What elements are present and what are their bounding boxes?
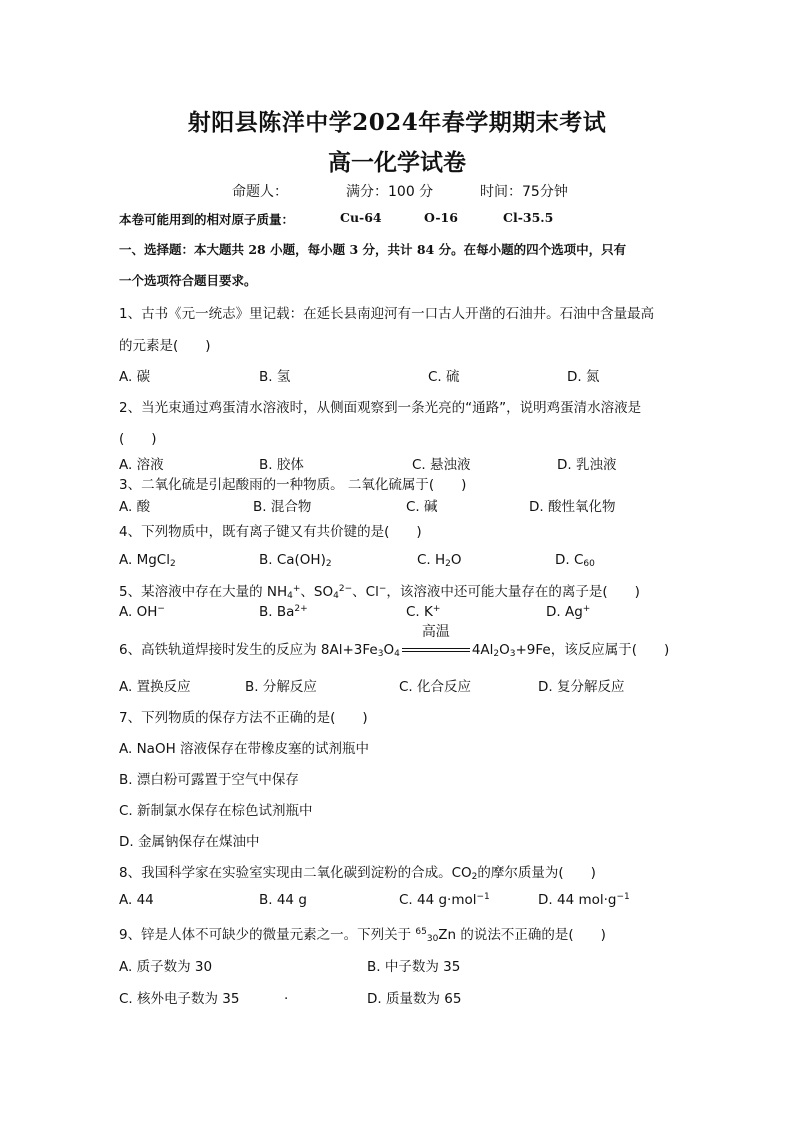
question-7-option-c: C. 新制氯水保存在棕色试剂瓶中 [119,803,313,819]
question-6-option-b: B. 分解反应 [245,679,317,695]
option-b-text: B. Ba [259,604,295,620]
question-1-option-a: A. 碳 [119,369,151,385]
question-5-option-c [406,604,440,620]
question-2-stem: 2、当光束通过鸡蛋清水溶液时，从侧面观察到一条光亮的“通路”，说明鸡蛋清水溶液是 [119,400,642,416]
option-a-text: A. OH [119,604,158,620]
superscript: + [292,584,301,594]
question-8-stem [119,861,596,882]
question-6-option-c: C. 化合反应 [399,679,472,695]
superscript: −1 [476,892,490,902]
question-7-option-b: B. 漂白粉可露置于空气中保存 [119,772,299,788]
exam-title: 射阳县陈洋中学2024年春学期期末考试 [187,109,607,136]
section-heading-cont: 一个选项符合题目要求。 [119,273,257,288]
stem-part: O [383,642,395,658]
question-6-option-a: A. 置换反应 [119,679,191,695]
question-3-option-d: D. 酸性氧化物 [529,499,616,515]
question-1-stem: 1、古书《元一统志》里记载：在延长县南迎河有一口古人开凿的石油井。石油中含量最高 [119,306,655,322]
atomic-mass-cu: Cu-64 [340,210,382,225]
question-8-option-d [538,892,630,908]
subscript: 4 [287,591,293,601]
option-a-text: A. MgCl [119,552,170,568]
question-4-option-c [417,552,462,569]
superscript: −1 [616,892,630,902]
subscript: 3 [377,649,384,659]
subscript: 2 [471,872,478,882]
question-3-option-b: B. 混合物 [253,499,312,515]
question-5-stem [119,580,640,601]
mass-number: 65 [415,927,427,937]
stem-part: 的摩尔质量为( ) [477,865,596,881]
question-1-option-d: D. 氮 [567,369,600,385]
question-8-option-c [399,892,490,908]
stem-part: 、Cl [352,584,379,600]
equals-sign [402,648,470,652]
section-heading: 一、选择题：本大题共 28 小题，每小题 3 分，共计 84 分。在每小题的四个选项中，只有 [119,242,627,257]
atomic-mass-label: 本卷可能用到的相对原子质量： [119,212,295,227]
question-2-option-a: A. 溶液 [119,457,164,473]
reaction-condition: 高温 [421,624,450,640]
superscript: 2− [338,584,353,594]
option-c-tail: O [450,552,462,568]
stem-part: 4Al [471,642,494,658]
question-2-option-d: D. 乳浊液 [557,457,617,473]
atomic-mass-o: O-16 [424,210,458,225]
question-7-option-a: A. NaOH 溶液保存在带橡皮塞的试剂瓶中 [119,741,370,757]
question-1-option-c: C. 硫 [428,369,460,385]
superscript: + [582,604,591,614]
superscript: − [378,584,387,594]
question-8-option-b: B. 44 g [259,892,307,908]
question-9-option-a: A. 质子数为 30 [119,959,213,975]
question-9-option-d: D. 质量数为 65 [367,991,462,1007]
option-c-text: C. H [417,552,446,568]
stem-part: +9Fe，该反应属于( ) [515,642,670,658]
question-4-option-a [119,552,176,569]
element-symbol: Zn [438,927,457,943]
stem-part: 的说法不正确的是( ) [456,927,606,943]
stem-part: 8、我国科学家在实验室实现由二氧化碳到淀粉的合成。CO [119,865,472,881]
subscript: 2 [169,559,176,569]
superscript: + [432,604,441,614]
question-1-option-b: B. 氢 [259,369,291,385]
question-3-option-c: C. 碱 [406,499,438,515]
question-4-option-d [555,552,595,569]
question-2-stem-cont: ( ) [119,431,157,447]
question-2-option-c: C. 悬浊液 [412,457,471,473]
stem-part: 9、锌是人体不可缺少的微量元素之一。下列关于 [119,927,416,943]
question-6-stem [119,624,670,659]
question-9-option-b: B. 中子数为 35 [367,959,461,975]
option-d-text: D. 44 mol·g [538,892,617,908]
question-4-stem: 4、下列物质中，既有离子键又有共价键的是( ) [119,524,422,540]
stem-part: O [499,642,510,658]
question-3-stem: 3、二氧化硫是引起酸雨的一种物质。 二氧化硫属于( ) [119,477,467,493]
subscript: 2 [325,559,332,569]
option-d-text: D. Ag [546,604,583,620]
question-1-stem-cont: 的元素是( ) [119,338,211,354]
stem-part: ，该溶液中还可能大量存在的离子是( ) [386,584,640,600]
option-c-text: C. 44 g·mol [399,892,477,908]
stem-part: 6、高铁轨道焊接时发生的反应为 8Al+3Fe [119,642,378,658]
subscript: 4 [394,649,400,659]
stray-dot: . [284,987,289,1003]
stem-part: 5、某溶液中存在大量的 NH [119,584,288,600]
question-7-stem: 7、下列物质的保存方法不正确的是( ) [119,710,368,726]
question-6-option-d: D. 复分解反应 [538,679,625,695]
question-3-option-a: A. 酸 [119,499,151,515]
superscript: − [157,604,165,614]
question-9-option-c: C. 核外电子数为 35 [119,991,240,1007]
question-9-stem [119,923,606,944]
atomic-mass-cl: Cl-35.5 [503,210,554,225]
exam-subtitle: 高一化学试卷 [328,149,466,176]
question-8-option-a: A. 44 [119,892,154,908]
atomic-number: 30 [426,934,439,944]
question-7-option-d: D. 金属钠保存在煤油中 [119,834,260,850]
option-d-text: D. C [555,552,584,568]
stem-part: 、SO [300,584,334,600]
question-5-option-d [546,604,590,620]
reaction-arrow [400,624,472,657]
option-c-text: C. K [406,604,433,620]
subscript: 2 [493,649,500,659]
subscript: 3 [509,649,516,659]
question-5-option-a [119,604,165,620]
subscript: 4 [333,591,339,601]
option-b-text: B. Ca(OH) [259,552,326,568]
question-5-option-b [259,604,308,620]
question-2-option-b: B. 胶体 [259,457,304,473]
subscript: 60 [583,559,595,569]
time-label: 时间：75分钟 [480,184,568,200]
author-label: 命题人： [232,184,288,200]
score-label: 满分：100 分 [346,184,434,200]
question-4-option-b [259,552,332,569]
superscript: 2+ [294,604,308,614]
subscript: 2 [445,559,451,569]
